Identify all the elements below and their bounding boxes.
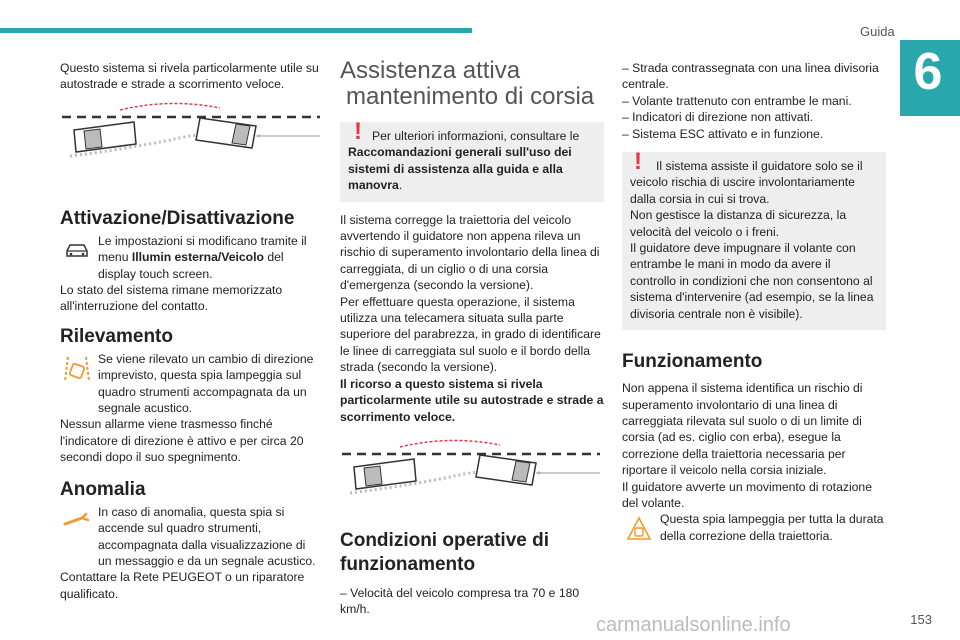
conditions-item-1: – Velocità del veicolo compresa tra 70 e 180 km/h. xyxy=(340,585,580,617)
operation-text-b: Il guidatore avverte un movimento di rotazione del volante. xyxy=(622,479,872,510)
anomaly-text-b: Contattare la Rete PEUGEOT o un riparatore qualificato. xyxy=(60,570,305,601)
column-2 xyxy=(340,58,604,618)
note-reference: Raccomandazioni generali sull'uso dei sistemi di assistenza alla guida e alla manovra xyxy=(348,145,572,193)
conditions-item-2: – Strada contrassegnata con una linea divisoria centrale. xyxy=(622,61,879,92)
column-1 xyxy=(60,60,322,602)
lane-departure-illustration xyxy=(60,100,322,162)
header-accent-bar xyxy=(0,28,472,33)
detection-text-b: Nessun allarme viene trasmesso finché l'indicatore di direzione è attivo e per circa 20 secondi dopo il suo spegnimento. xyxy=(60,417,304,465)
detection-text-a: Se viene rilevato un cambio di direzione imprevisto, questa spia lampeggia sul quadro strumenti accompagnata da un segnale acustico. xyxy=(98,351,314,416)
warning-exclamation-icon: ! xyxy=(354,118,362,145)
wrench-icon xyxy=(60,504,94,538)
note-text-a: Per ulteriori informazioni, consultare le xyxy=(372,129,580,143)
conditions-item-4: – Indicatori di direzione non attivati. xyxy=(622,110,814,125)
info-note xyxy=(340,118,604,202)
warning-note-text-a: Il sistema assiste il guidatore solo se il veicolo rischia di uscire involontariamente dalla corsia in cui si trova. xyxy=(630,159,863,206)
lane-correction-lamp-icon xyxy=(622,511,656,545)
warning-note xyxy=(622,148,886,330)
feature-title-line1: Assistenza attiva xyxy=(340,57,521,84)
activation-title: Attivazione/Disattivazione xyxy=(60,207,295,229)
system-usage-bold: Il ricorso a questo sistema si rivela particolarmente utile su autostrade e strade a scorrimento veloce. xyxy=(340,376,604,424)
lane-warning-lamp-icon xyxy=(60,351,94,385)
operation-text-a: Non appena il sistema identifica un rischio di superamento involontario di una linea di carreggiata rilevata sul suolo o di un limite di corsia (ad es. ciglio con erba), esegue la correzione della traiettoria necessaria per riportare il veicolo nella corsia iniziale. xyxy=(622,381,863,478)
anomaly-title: Anomalia xyxy=(60,478,146,500)
activation-text-a: Le impostazioni si modificano tramite il menu xyxy=(98,233,307,265)
feature-title-line2: mantenimento di corsia xyxy=(346,83,595,110)
conditions-item-3: – Volante trattenuto con entrambe le mani. xyxy=(622,93,852,108)
conditions-title: Condizioni operative di funzionamento xyxy=(340,529,550,575)
chapter-number: 6 xyxy=(913,43,943,101)
car-settings-icon xyxy=(60,233,94,267)
detection-title: Rilevamento xyxy=(60,325,173,347)
activation-memory-text: Lo stato del sistema rimane memorizzato all'interruzione del contatto. xyxy=(60,283,283,314)
watermark: carmanualsonline.info xyxy=(596,614,791,636)
anomaly-text-a: In caso di anomalia, questa spia si accende sul quadro strumenti, accompagnata dalla visualizzazione di un messaggio e da un segnale acustico. xyxy=(98,504,316,568)
column-3 xyxy=(622,60,886,545)
page-number: 153 xyxy=(910,612,932,627)
lane-correction-illustration xyxy=(340,437,602,499)
warning-note-text-b: Non gestisce la distanza di sicurezza, la velocità del veicolo o i freni. xyxy=(630,208,847,239)
note-end: . xyxy=(398,178,403,193)
warning-exclamation-icon: ! xyxy=(634,148,642,176)
conditions-item-5: – Sistema ESC attivato e in funzione. xyxy=(622,126,824,141)
operation-icon-text: Questa spia lampeggia per tutta la durata della correzione della traiettoria. xyxy=(660,512,884,543)
operation-title: Funzionamento xyxy=(622,351,763,373)
system-text-b: Per effettuare questa operazione, il sistema utilizza una telecamera situata sulla parte superiore del parabrezza, in grado di identificare le linee di carreggiata sul suolo e il bordo della strada (secondo la versione). xyxy=(340,294,601,375)
activation-text-b: del display touch screen. xyxy=(98,250,284,281)
system-text-a: Il sistema corregge la traiettoria del veicolo avvertendo il guidatore non appena rileva un rischio di superamento involontario della linea di carreggiata, di un ciglio o di una corsia d'emergenza (secondo la versione). xyxy=(340,212,600,293)
warning-note-text-c: Il guidatore deve impugnare il volante con entrambe le mani in modo da avere il controllo in condizioni che non consentono al sistema d'intervenire (ad esempio, se la linea divisoria centrale non è visibile). xyxy=(630,241,874,321)
section-title: Guida xyxy=(860,24,895,39)
activation-menu-name: Illumin esterna/Veicolo xyxy=(131,250,264,265)
intro-text: Questo sistema si rivela particolarmente utile su autostrade e strade a scorrimento veloce. xyxy=(60,61,319,92)
